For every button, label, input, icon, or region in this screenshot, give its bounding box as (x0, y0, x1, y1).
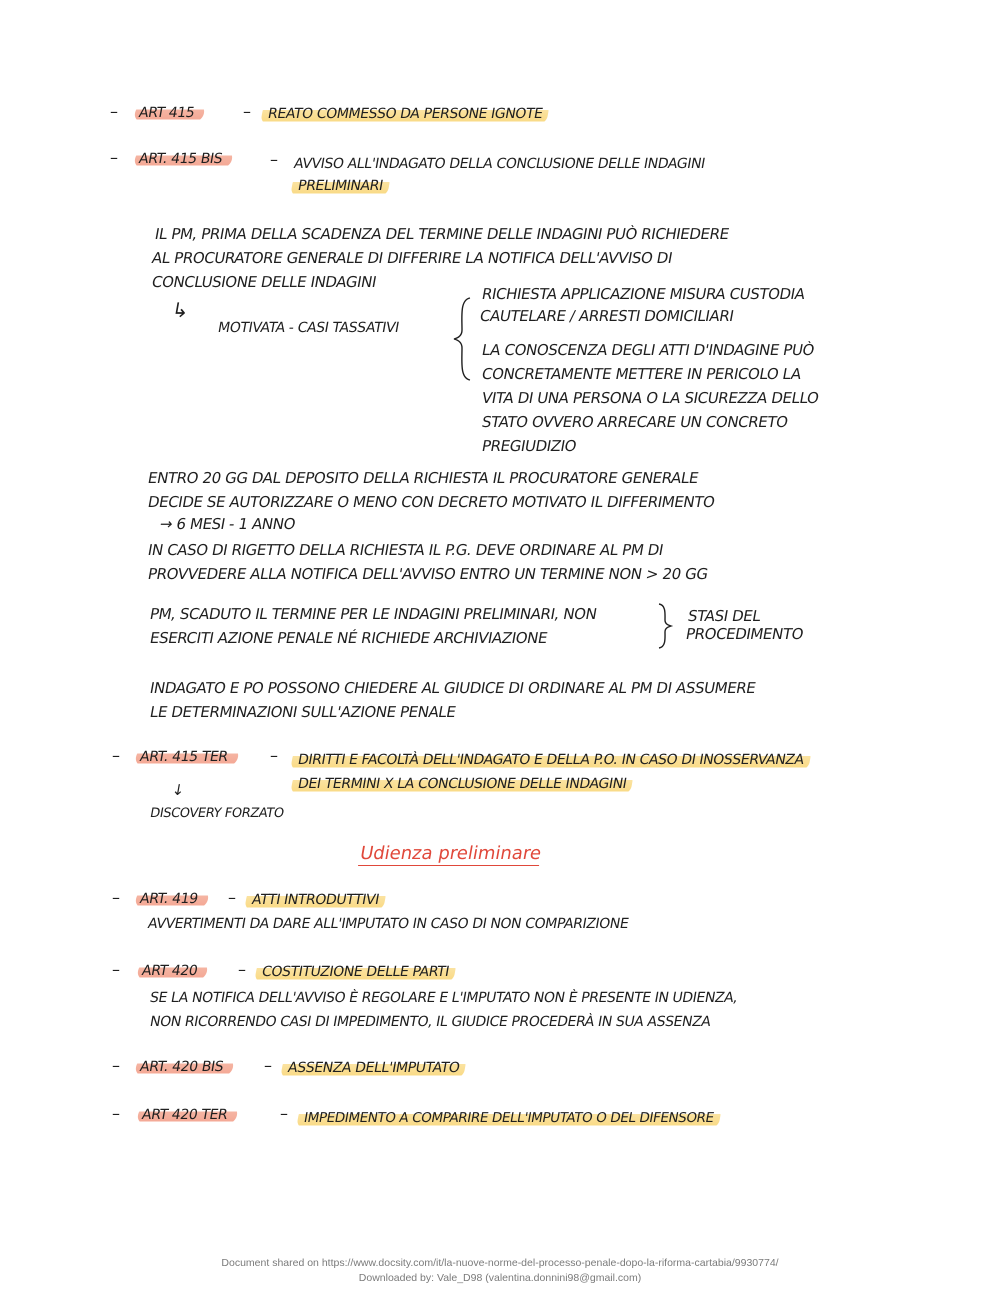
text-line: VITA DI UNA PERSONA O LA SICUREZZA DELLO (480, 389, 820, 407)
bullet-dash: – (110, 148, 118, 167)
separator-dash: – (243, 102, 251, 121)
article-title-line2: PRELIMINARI (290, 176, 390, 196)
text-line: AL PROCURATORE GENERALE DI DIFFERIRE LA NOTIFICA DELL'AVVISO DI (150, 249, 674, 267)
footer-shared-url: Document shared on https://www.docsity.com/it/la-nuove-norme-del-processo-penale-dopo-la-riforma-cartabia/9930774/ (221, 1257, 779, 1269)
article-label: ART. 415 TER (134, 748, 239, 766)
separator-dash: – (264, 1056, 272, 1075)
text-line: RICHIESTA APPLICAZIONE MISURA CUSTODIA (480, 285, 807, 303)
footer-downloaded-by: Downloaded by: Vale_D98 (valentina.donnini98@gmail.com) (358, 1272, 642, 1284)
article-title-line1: DIRITTI E FACOLTÀ DELL'INDAGATO E DELLA P.O. IN CASO DI INOSSERVANZA (290, 750, 811, 770)
separator-dash: – (238, 960, 246, 979)
text-line: MOTIVATA - CASI TASSATIVI (216, 320, 401, 336)
arrow-icon: ↳ (169, 298, 191, 322)
article-label: ART. 420 BIS (134, 1058, 234, 1076)
text-line: LA CONOSCENZA DEGLI ATTI D'INDAGINE PUÒ (480, 341, 816, 359)
brace-icon (656, 602, 674, 650)
article-label: ART. 415 BIS (133, 150, 233, 168)
article-title-line1: AVVISO ALL'INDAGATO DELLA CONCLUSIONE DELLE INDAGINI (292, 156, 707, 172)
text-line: PROVVEDERE ALLA NOTIFICA DELL'AVVISO ENTRO UN TERMINE NON > 20 GG (146, 565, 710, 583)
text-line: STASI DEL (686, 607, 762, 625)
bullet-dash: – (110, 102, 118, 121)
article-title: ATTI INTRODUTTIVI (244, 890, 386, 910)
text-line: DECIDE SE AUTORIZZARE O MENO CON DECRETO MOTIVATO IL DIFFERIMENTO (146, 493, 716, 511)
brace-icon (452, 296, 474, 382)
text-line: CAUTELARE / ARRESTI DOMICILIARI (478, 307, 735, 325)
article-title: COSTITUZIONE DELLE PARTI (254, 962, 456, 982)
text-line: NON RICORRENDO CASI DI IMPEDIMENTO, IL GIUDICE PROCEDERÀ IN SUA ASSENZA (148, 1014, 712, 1030)
text-line: AVVERTIMENTI DA DARE ALL'IMPUTATO IN CASO DI NON COMPARIZIONE (146, 916, 630, 932)
article-label: ART 420 TER (136, 1106, 238, 1124)
article-label: ART. 419 (134, 890, 209, 908)
article-title: ASSENZA DELL'IMPUTATO (280, 1058, 467, 1078)
bullet-dash: – (112, 746, 120, 765)
text-line: INDAGATO E PO POSSONO CHIEDERE AL GIUDICE DI ORDINARE AL PM DI ASSUMERE (148, 679, 757, 697)
article-label: ART 415 (133, 104, 205, 122)
text-line: LE DETERMINAZIONI SULL'AZIONE PENALE (148, 703, 458, 721)
separator-dash: – (280, 1104, 288, 1123)
text-line: IN CASO DI RIGETTO DELLA RICHIESTA IL P.G. DEVE ORDINARE AL PM DI (146, 541, 665, 559)
text-line: DISCOVERY FORZATO (148, 806, 285, 821)
bullet-dash: – (112, 1104, 120, 1123)
bullet-dash: – (112, 960, 120, 979)
text-line: SE LA NOTIFICA DELL'AVVISO È REGOLARE E L'IMPUTATO NON È PRESENTE IN UDIENZA, (148, 990, 739, 1006)
down-arrow-icon: ↓ (170, 781, 186, 799)
text-line: PM, SCADUTO IL TERMINE PER LE INDAGINI PRELIMINARI, NON (148, 605, 598, 623)
bullet-dash: – (112, 888, 120, 907)
text-line: CONCRETAMENTE METTERE IN PERICOLO LA (480, 365, 803, 383)
text-line: PROCEDIMENTO (684, 625, 805, 643)
text-line: ENTRO 20 GG DAL DEPOSITO DELLA RICHIESTA IL PROCURATORE GENERALE (146, 469, 700, 487)
text-line: IL PM, PRIMA DELLA SCADENZA DEL TERMINE DELLE INDAGINI PUÒ RICHIEDERE (153, 225, 731, 243)
separator-dash: – (270, 746, 278, 765)
article-title: REATO COMMESSO DA PERSONE IGNOTE (260, 104, 550, 124)
text-line: → 6 MESI - 1 ANNO (158, 515, 297, 533)
separator-dash: – (228, 888, 236, 907)
bullet-dash: – (112, 1056, 120, 1075)
article-title-line2: DEI TERMINI X LA CONCLUSIONE DELLE INDAGINI (290, 774, 634, 794)
separator-dash: – (270, 150, 278, 169)
text-line: STATO OVVERO ARRECARE UN CONCRETO (480, 413, 790, 431)
text-line: PREGIUDIZIO (480, 437, 578, 455)
text-line: CONCLUSIONE DELLE INDAGINI (150, 273, 378, 291)
article-label: ART 420 (136, 962, 208, 980)
article-title: IMPEDIMENTO A COMPARIRE DELL'IMPUTATO O DEL DIFENSORE (296, 1108, 721, 1128)
text-line: ESERCITI AZIONE PENALE NÉ RICHIEDE ARCHIVIAZIONE (148, 629, 549, 647)
section-heading: Udienza preliminare (358, 843, 543, 864)
